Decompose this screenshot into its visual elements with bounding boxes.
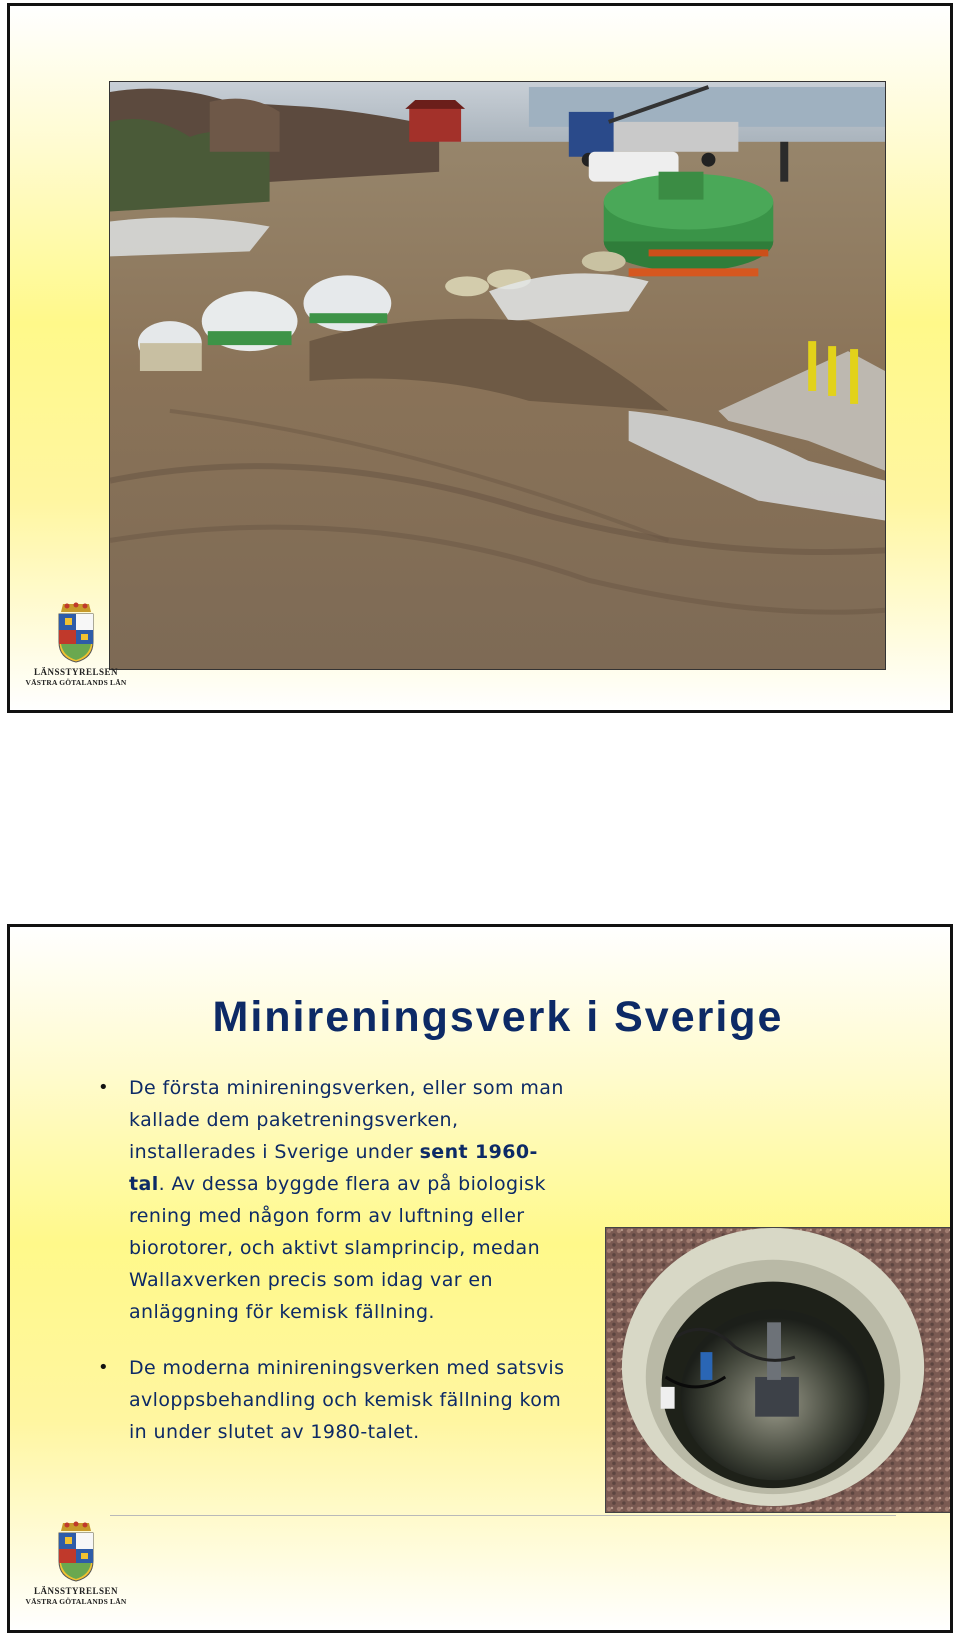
bullet-item bbox=[98, 1352, 568, 1448]
bullet-marker: • bbox=[98, 1357, 110, 1378]
coat-of-arms-icon bbox=[53, 1521, 99, 1583]
logo-region: VÄSTRA GÖTALANDS LÄN bbox=[25, 1597, 127, 1606]
slide-title: Minireningsverk i Sverige bbox=[212, 993, 784, 1041]
bullet-marker: • bbox=[98, 1077, 110, 1098]
bullet-text-continued: . Av dessa byggde flera av på biologisk rening med någon form av luftning eller biorotorer, och aktivt slamprincip, medan Wallaxverken precis som idag var en anläggning för kemisk fällning. bbox=[129, 1173, 546, 1323]
lansstyrelsen-logo bbox=[25, 1521, 127, 1621]
bullet-text: De moderna minireningsverken med satsvis avloppsbehandling och kemisk fällning kom in under slutet av 1980-talet. bbox=[129, 1357, 565, 1443]
bullet-list bbox=[98, 1072, 568, 1448]
coat-of-arms-icon bbox=[53, 602, 99, 664]
bullet-item bbox=[98, 1072, 568, 1328]
bullet-emphasis: sent 1960-tal bbox=[129, 1141, 538, 1195]
logo-name: LÄNSSTYRELSEN bbox=[33, 667, 119, 677]
slide-2 bbox=[7, 924, 953, 1633]
slide-1 bbox=[7, 3, 953, 713]
lansstyrelsen-logo bbox=[25, 602, 127, 702]
logo-name: LÄNSSTYRELSEN bbox=[33, 1586, 119, 1596]
bullet-text: De första minireningsverken, eller som man kallade dem paketreningsverken, installerades i Sverige under bbox=[129, 1077, 564, 1163]
logo-region: VÄSTRA GÖTALANDS LÄN bbox=[25, 678, 127, 687]
construction-site-photo bbox=[109, 81, 886, 670]
footer-divider bbox=[110, 1515, 896, 1516]
treatment-tank-photo bbox=[605, 1227, 951, 1513]
